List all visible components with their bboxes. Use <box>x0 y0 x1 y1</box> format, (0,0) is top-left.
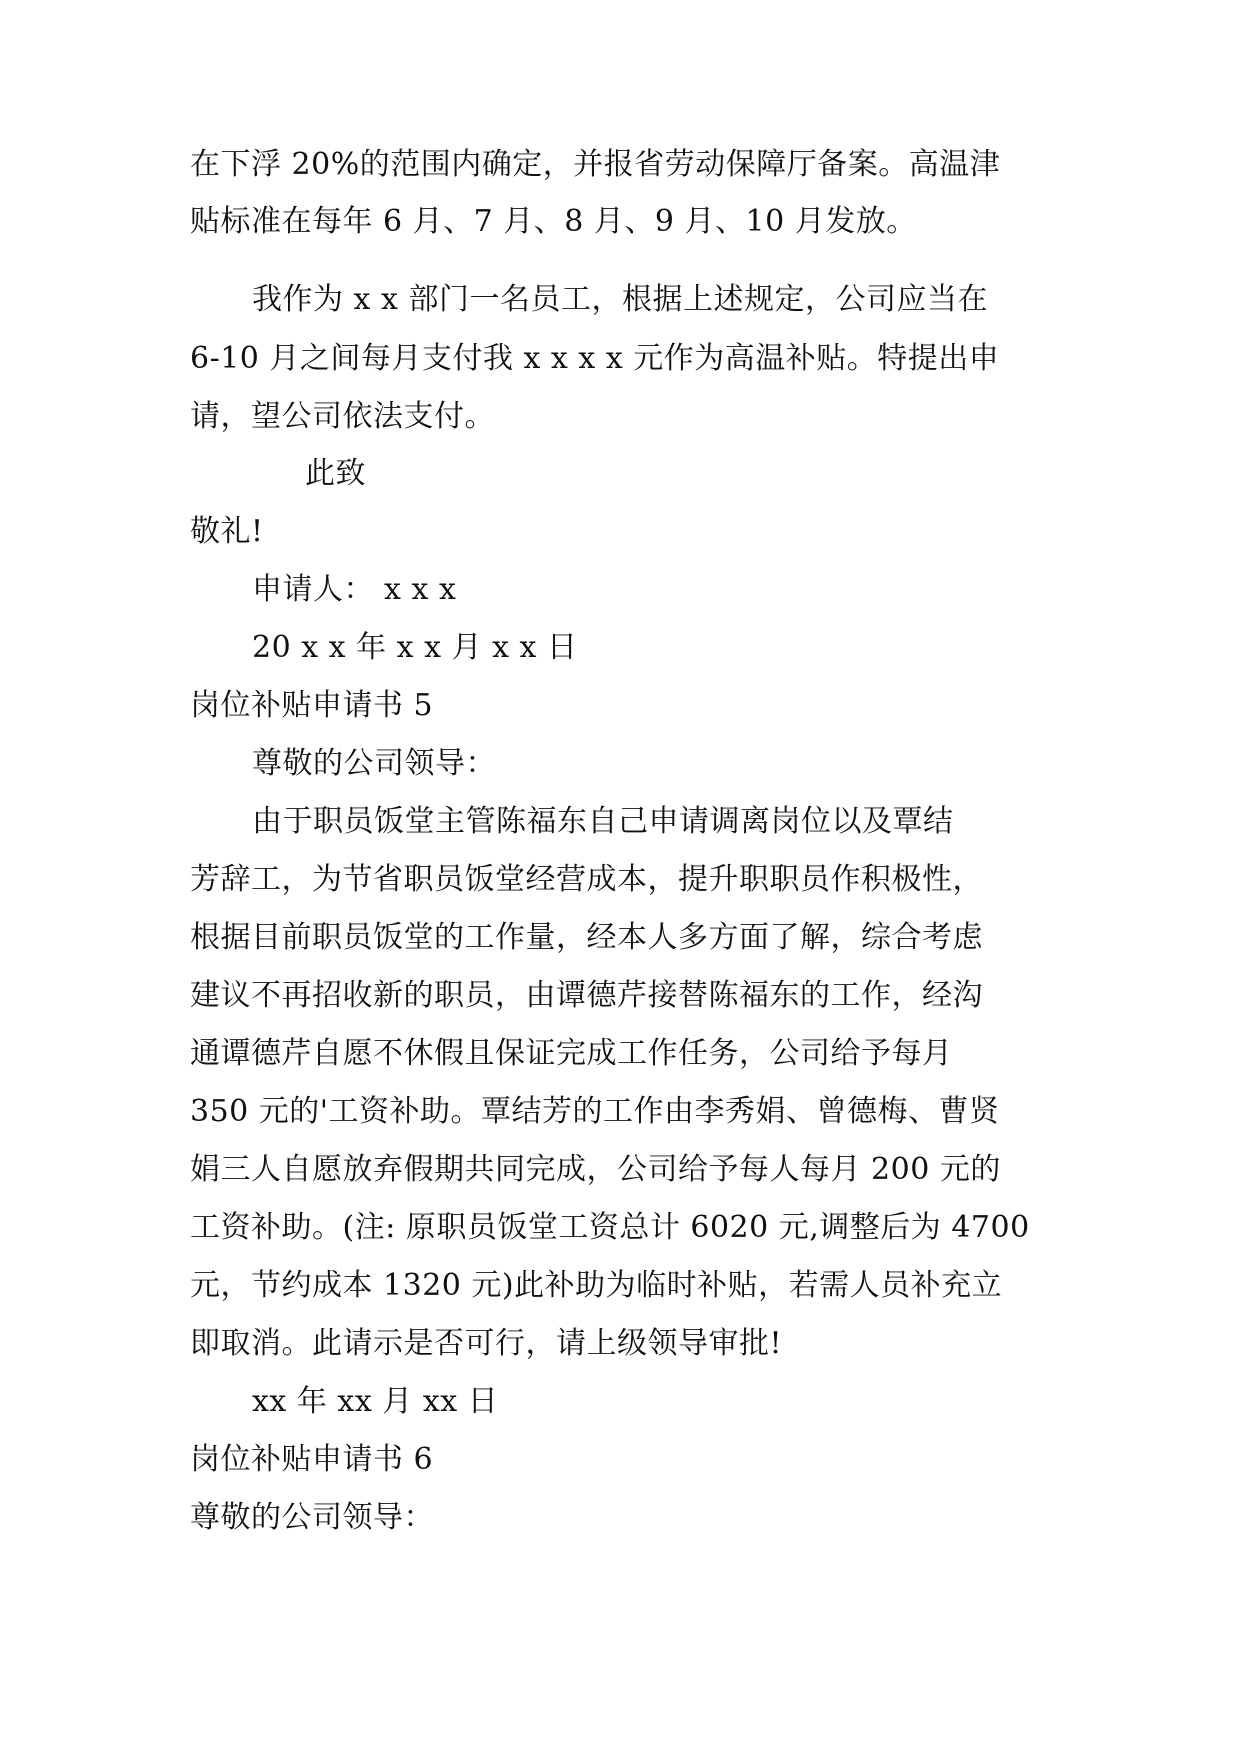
text-line-14: 根据目前职员饭堂的工作量，经本人多方面了解，综合考虑 <box>190 920 983 955</box>
text-line-17: 350 元的'工资补助。覃结芳的工作由李秀娟、曾德梅、曹贤 <box>190 1094 1000 1129</box>
text-line-21: 即取消。此请示是否可行，请上级领导审批! <box>190 1326 783 1361</box>
text-line-16: 通谭德芹自愿不休假且保证完成工作任务，公司给予每月 <box>190 1036 953 1071</box>
date-line-2: xx 年 xx 月 xx 日 <box>252 1384 499 1419</box>
text-line-3: 我作为 x x 部门一名员工，根据上述规定，公司应当在 <box>252 282 988 317</box>
greeting-line-2: 尊敬的公司领导： <box>190 1500 434 1535</box>
applicant-line: 申请人： x x x <box>252 572 457 607</box>
text-line-4: 6-10 月之间每月支付我 x x x x 元作为高温补贴。特提出申 <box>190 341 1000 376</box>
text-line-5: 请，望公司依法支付。 <box>190 399 495 434</box>
text-line-18: 娟三人自愿放弃假期共同完成，公司给予每人每月 200 元的 <box>190 1152 1001 1187</box>
regards-line: 敬礼! <box>190 514 264 549</box>
text-line-13: 芳辞工，为节省职员饭堂经营成本，提升职职员作积极性， <box>190 862 983 897</box>
closing-salutation: 此致 <box>305 456 366 491</box>
text-line-12: 由于职员饭堂主管陈福东自己申请调离岗位以及覃结 <box>252 804 954 839</box>
text-line-20: 元，节约成本 1320 元)此补助为临时补贴，若需人员补充立 <box>190 1268 1003 1303</box>
text-line-19: 工资补助。(注: 原职员饭堂工资总计 6020 元,调整后为 4700 <box>190 1210 1030 1245</box>
text-line-15: 建议不再招收新的职员，由谭德芹接替陈福东的工作，经沟 <box>190 978 983 1013</box>
section-heading-5: 岗位补贴申请书 5 <box>190 688 434 723</box>
text-line-1: 在下浮 20%的范围内确定，并报省劳动保障厅备案。高温津 <box>190 147 1001 182</box>
greeting-line-1: 尊敬的公司领导： <box>252 746 496 781</box>
date-line-1: 20 x x 年 x x 月 x x 日 <box>252 630 578 665</box>
text-line-2: 贴标准在每年 6 月、7 月、8 月、9 月、10 月发放。 <box>190 204 917 239</box>
section-heading-6: 岗位补贴申请书 6 <box>190 1442 434 1477</box>
